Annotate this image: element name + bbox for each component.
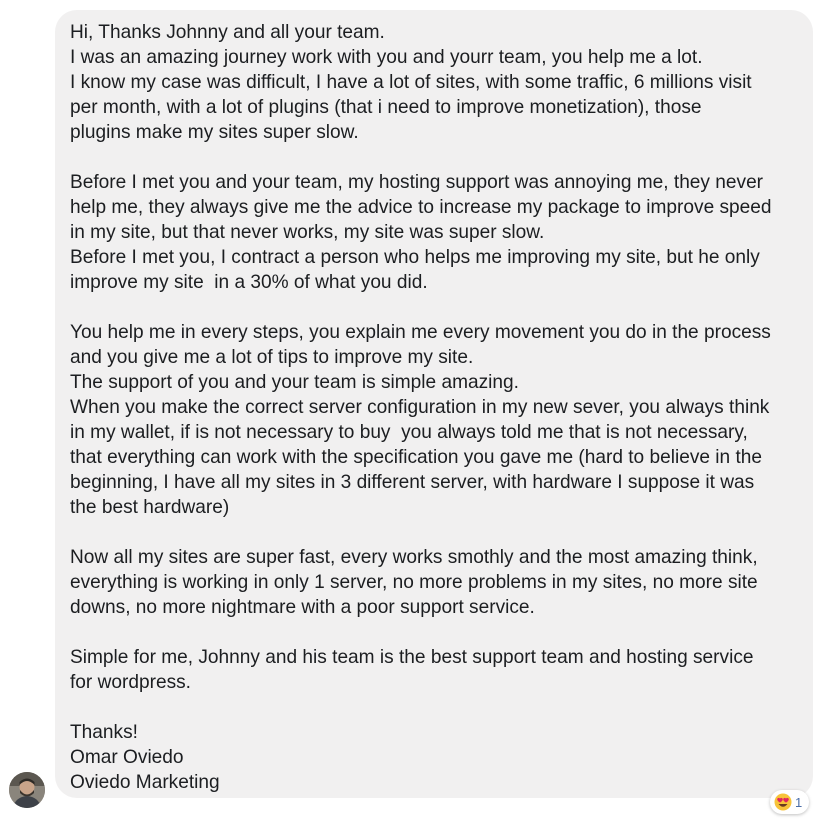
message-line bbox=[70, 295, 799, 320]
message-line: The support of you and your team is simple amazing. bbox=[70, 372, 519, 393]
message-line: help me, they always give me the advice to increase my package to improve speed bbox=[70, 197, 772, 218]
sender-avatar[interactable] bbox=[9, 772, 45, 808]
message-line: per month, with a lot of plugins (that i need to improve monetization), those bbox=[70, 97, 702, 118]
message-bubble[interactable] bbox=[55, 10, 813, 798]
message-line: I know my case was difficult, I have a lot of sites, with some traffic, 6 millions visit bbox=[70, 72, 752, 93]
message-line: You help me in every steps, you explain me every movement you do in the process bbox=[70, 322, 771, 343]
message-line: beginning, I have all my sites in 3 different server, with hardware I suppose it was bbox=[70, 472, 755, 493]
message-line: Oviedo Marketing bbox=[70, 772, 220, 793]
message-line: improve my site in a 30% of what you did. bbox=[70, 272, 428, 293]
reaction-badge[interactable] bbox=[770, 790, 809, 814]
message-line: in my wallet, if is not necessary to buy you always told me that is not necessary, bbox=[70, 422, 748, 443]
message-text bbox=[70, 20, 799, 795]
message-line: Before I met you and your team, my hosting support was annoying me, they never bbox=[70, 172, 764, 193]
message-line: and you give me a lot of tips to improve my site. bbox=[70, 347, 474, 368]
message-line: Simple for me, Johnny and his team is the best support team and hosting service bbox=[70, 647, 754, 668]
message-line: Now all my sites are super fast, every works smothly and the most amazing think, bbox=[70, 547, 758, 568]
reaction-count: 1 bbox=[795, 794, 803, 810]
message-line: that everything can work with the specification you gave me (hard to believe in the bbox=[70, 447, 762, 468]
message-line: I was an amazing journey work with you and yourr team, you help me a lot. bbox=[70, 47, 703, 68]
avatar-icon bbox=[9, 772, 45, 808]
message-line: downs, no more nightmare with a poor support service. bbox=[70, 597, 535, 618]
message-line: Hi, Thanks Johnny and all your team. bbox=[70, 22, 385, 43]
message-line bbox=[70, 620, 799, 645]
message-line: in my site, but that never works, my site was super slow. bbox=[70, 222, 545, 243]
message-line bbox=[70, 520, 799, 545]
message-line: When you make the correct server configuration in my new sever, you always think bbox=[70, 397, 770, 418]
message-line: plugins make my sites super slow. bbox=[70, 122, 359, 143]
message-line bbox=[70, 695, 799, 720]
message-line bbox=[70, 145, 799, 170]
heart-eyes-emoji-icon bbox=[774, 793, 792, 811]
message-line: Before I met you, I contract a person who helps me improving my site, but he only bbox=[70, 247, 760, 268]
message-line: Thanks! bbox=[70, 722, 138, 743]
message-line: everything is working in only 1 server, no more problems in my sites, no more site bbox=[70, 572, 758, 593]
message-line: the best hardware) bbox=[70, 497, 230, 518]
message-line: for wordpress. bbox=[70, 672, 191, 693]
message-line: Omar Oviedo bbox=[70, 747, 184, 768]
